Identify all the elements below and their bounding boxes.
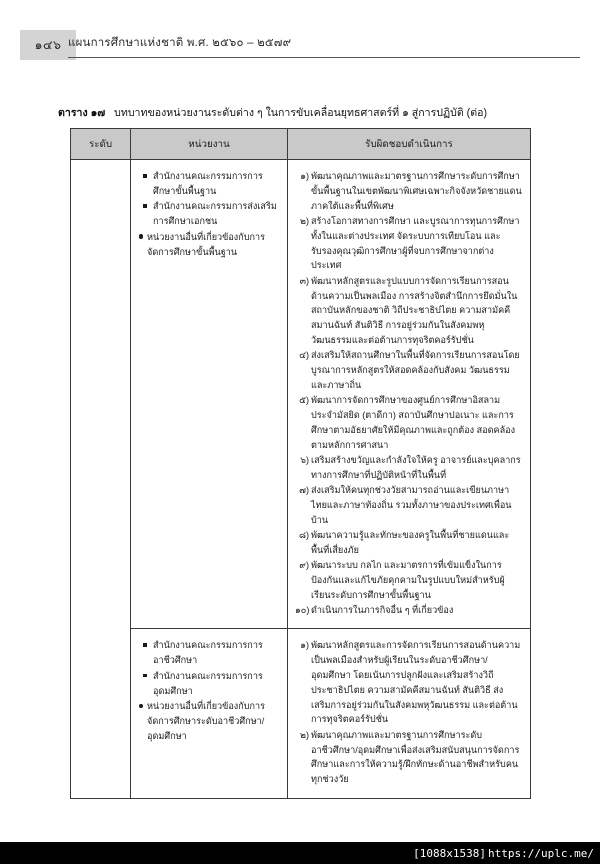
list-item xyxy=(139,669,281,698)
table-caption xyxy=(58,104,558,121)
item-number: ๒) xyxy=(299,215,309,226)
list-item xyxy=(295,348,522,392)
running-header xyxy=(0,30,600,64)
responsibility-cell xyxy=(288,160,531,629)
agency-list xyxy=(131,160,287,270)
responsibility-list xyxy=(288,160,530,628)
item-number: ๙) xyxy=(299,560,309,571)
list-item xyxy=(139,230,281,259)
roles-table-container xyxy=(70,128,530,799)
level-cell xyxy=(71,160,131,799)
list-item xyxy=(295,728,522,787)
list-item xyxy=(295,393,522,452)
list-item xyxy=(295,528,522,558)
list-item xyxy=(295,603,522,618)
agency-cell xyxy=(131,160,288,629)
square-bullet-icon xyxy=(143,643,147,647)
table-row xyxy=(71,629,531,798)
header-title: แผนการศึกษาแห่งชาติ พ.ศ. ๒๕๖๐ – ๒๕๗๙ xyxy=(68,37,292,49)
list-item xyxy=(295,214,522,273)
item-number: ๖) xyxy=(300,454,309,465)
item-text: พัฒนาหลักสูตรและการจัดการเรียนการสอนด้านความเป็นพลเมืองสำหรับผู้เรียนในระดับอาชีวศึกษา/อุดมศึกษา โดยเน้นการปลูกฝังและเสริมสร้างวิถีประชาธิปไตย ความสามัคคีสมานฉันท์ สันติวิธี ส่งเสริมการอยู่ร่วมกันในสังคมพหุวัฒนธรรม และต่อต้านการทุจริตคอร์รัปชั่น xyxy=(311,640,521,725)
list-item xyxy=(295,483,522,527)
watermark-url: https://uplc.me/ xyxy=(488,846,594,860)
item-text: พัฒนาระบบ กลไก และมาตรการที่เข้มแข็งในการป้องกันและแก้ไขภัยคุกคามในรูปแบบใหม่สำหรับผู้เรียนระดับการศึกษาขั้นพื้นฐาน xyxy=(311,560,505,600)
round-bullet-icon xyxy=(139,704,143,708)
responsibility-cell xyxy=(288,629,531,798)
agency-name: หน่วยงานอื่นที่เกี่ยวข้องกับการจัดการศึกษาระดับอาชีวศึกษา/อุดมศึกษา xyxy=(147,701,266,741)
list-item xyxy=(139,638,281,667)
roles-table xyxy=(70,128,531,799)
list-item xyxy=(295,638,522,727)
item-number: ๗) xyxy=(299,485,309,496)
square-bullet-icon xyxy=(143,674,147,678)
watermark-bar xyxy=(0,842,600,864)
item-number: ๕) xyxy=(299,395,309,406)
square-bullet-icon xyxy=(143,174,147,178)
table-caption-label: ตาราง ๑๗ xyxy=(58,107,106,119)
item-text: สร้างโอกาสทางการศึกษา และบูรณาการทุนการศึกษาทั้งในและต่างประเทศ จัดระบบการเทียบโอน และรับรองคุณวุฒิการศึกษาผู้ที่จบการศึกษาจากต่างประเทศ xyxy=(311,215,520,271)
agency-name: หน่วยงานอื่นที่เกี่ยวข้องกับการจัดการศึกษาขั้นพื้นฐาน xyxy=(147,231,266,257)
list-item xyxy=(139,199,281,228)
item-text: ส่งเสริมให้คนทุกช่วงวัยสามารถอ่านและเขียนภาษาไทยและภาษาท้องถิ่น รวมทั้งภาษาของประเทศเพื่อนบ้าน xyxy=(311,485,512,525)
item-text: พัฒนาหลักสูตรและรูปแบบการจัดการเรียนการสอนด้านความเป็นพลเมือง การสร้างจิตสำนึกการยึดมั่นในสถาบันหลักของชาติ วิถีประชาธิปไตย ความสามัคคีสมานฉันท์ สันติวิธี การอยู่ร่วมกันในสังคมพหุวัฒนธรรมและต่อต้านการทุจริตคอร์รัปชั่น xyxy=(311,275,518,345)
table-caption-text: บทบาทของหน่วยงานระดับต่าง ๆ ในการขับเคลื่อนยุทธศาสตร์ที่ ๑ สู่การปฏิบัติ (ต่อ) xyxy=(114,107,487,119)
agency-list xyxy=(131,629,287,754)
item-number: ๑) xyxy=(300,171,309,181)
round-bullet-icon xyxy=(139,234,143,238)
item-number: ๓) xyxy=(299,275,309,286)
table-body xyxy=(71,160,531,799)
page-number: ๑๔๖ xyxy=(34,38,62,52)
column-header-agency: หน่วยงาน xyxy=(131,129,288,160)
watermark-dimensions: [1088x1538] xyxy=(413,846,487,860)
table-header-row xyxy=(71,129,531,160)
agency-name: สำนักงานคณะกรรมการการอาชีวศึกษา xyxy=(153,640,263,666)
agency-name: สำนักงานคณะกรรมการส่งเสริมการศึกษาเอกชน xyxy=(153,201,277,227)
item-text: พัฒนาคุณภาพและมาตรฐานการศึกษาระดับการศึกษาขั้นพื้นฐานในเขตพัฒนาพิเศษเฉพาะกิจจังหวัดชายแดนภาคใต้และพื้นที่พิเศษ xyxy=(311,171,522,211)
square-bullet-icon xyxy=(143,204,147,208)
list-item xyxy=(295,274,522,348)
responsibility-list xyxy=(288,629,530,797)
list-item xyxy=(295,558,522,602)
item-text: ดำเนินการในภารกิจอื่น ๆ ที่เกี่ยวข้อง xyxy=(311,605,454,616)
item-text: เสริมสร้างขวัญและกำลังใจให้ครู อาจารย์และบุคลากรทางการศึกษาที่ปฏิบัติหน้าที่ในพื้นที่ xyxy=(311,454,521,480)
list-item xyxy=(139,699,281,743)
item-number: ๔) xyxy=(299,350,309,361)
list-item xyxy=(139,169,281,198)
list-item xyxy=(295,453,522,483)
item-text: ส่งเสริมให้สถานศึกษาในพื้นที่จัดการเรียนการสอนโดยบูรณาการหลักสูตรให้สอดคล้องกับสังคม วัฒนธรรมและภาษาถิ่น xyxy=(311,350,520,390)
list-item xyxy=(295,169,522,213)
item-number: ๘) xyxy=(298,530,309,540)
item-number: ๒) xyxy=(299,729,309,740)
item-text: พัฒนาคุณภาพและมาตรฐานการศึกษาระดับอาชีวศึกษา/อุดมศึกษาเพื่อส่งเสริมสนับสนุนการจัดการศึกษาและการให้ความรู้/ฝึกทักษะด้านอาชีพสำหรับคนทุกช่วงวัย xyxy=(311,729,520,785)
table-row xyxy=(71,160,531,629)
header-divider xyxy=(68,57,580,58)
column-header-level: ระดับ xyxy=(71,129,131,160)
item-text: พัฒนาความรู้และทักษะของครูในพื้นที่ชายแดนและพื้นที่เสี่ยงภัย xyxy=(311,530,510,555)
agency-name: สำนักงานคณะกรรมการการศึกษาขั้นพื้นฐาน xyxy=(153,171,263,196)
agency-cell xyxy=(131,629,288,798)
item-number: ๑) xyxy=(300,640,309,651)
item-text: พัฒนาการจัดการศึกษาของศูนย์การศึกษาอิสลามประจำมัสยิด (ตาดีกา) สถาบันศึกษาปอเนาะ และการศึกษาตามอัธยาศัยให้มีคุณภาพและถูกต้อง สอดคล้องตามหลักการศาสนา xyxy=(311,395,516,450)
column-header-responsibility: รับผิดชอบดำเนินการ xyxy=(288,129,531,160)
item-number: ๑๐) xyxy=(295,605,310,616)
agency-name: สำนักงานคณะกรรมการการอุดมศึกษา xyxy=(153,670,263,696)
